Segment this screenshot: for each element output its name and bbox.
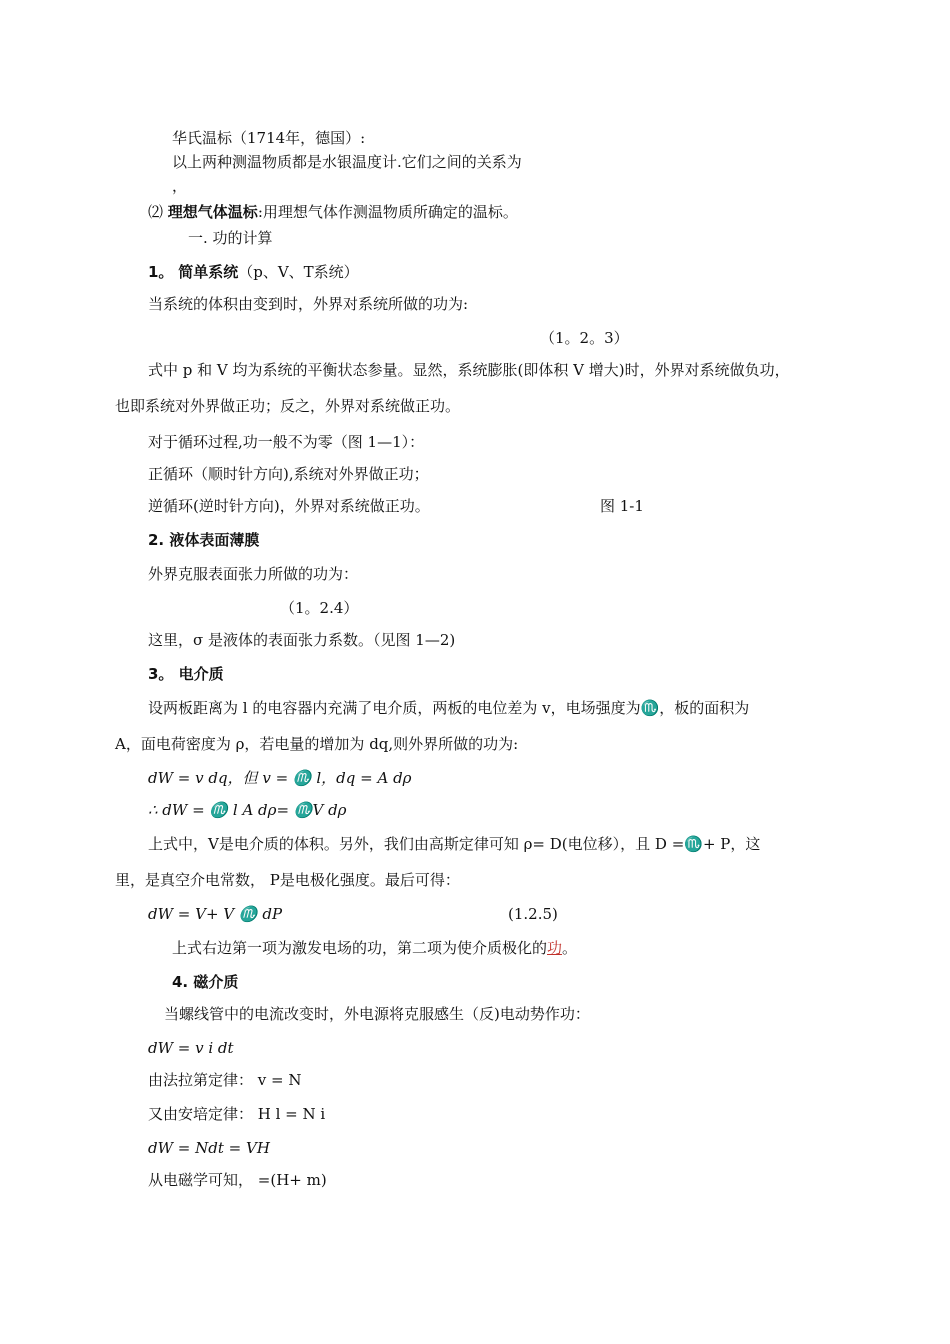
text-line: 对于循环过程,功一般不为零（图 1—1）： bbox=[148, 433, 425, 451]
text-line: A，面电荷密度为 ρ，若电量的增加为 dq,则外界所做的功为: bbox=[115, 735, 519, 753]
text-line: 由法拉第定律： v = N bbox=[148, 1071, 302, 1089]
text-line: 当螺线管中的电流改变时，外电源将克服感生（反)电动势作功： bbox=[164, 1005, 590, 1023]
formula-line: dW = v i dt bbox=[148, 1039, 234, 1057]
subsection-heading: 4. 磁介质 bbox=[172, 973, 239, 991]
formula-line: dW = V+ V ♏ dP bbox=[148, 905, 283, 923]
equation-number: (1.2.5) bbox=[508, 905, 558, 923]
text-line: 也即系统对外界做正功；反之，外界对系统做正功。 bbox=[115, 397, 461, 415]
text-run: 上式右边第一项为激发电场的功，第二项为使介质极化的 bbox=[172, 939, 548, 957]
text-line: 设两板距离为 l 的电容器内充满了电介质，两板的电位差为 v，电场强度为♏，板的面积为 bbox=[148, 699, 750, 717]
bold-term: 简单系统 bbox=[178, 263, 239, 281]
text-line bbox=[148, 202, 518, 222]
equation-number: （1。2。3） bbox=[540, 329, 629, 347]
text-line: 式中 p 和 V 均为系统的平衡状态参量。显然，系统膨胀(即体积 V 增大)时，外界对系统做负功， bbox=[148, 361, 790, 379]
section-heading: 一. 功的计算 bbox=[188, 229, 273, 247]
text-line: 又由安培定律： H l = N i bbox=[148, 1105, 326, 1123]
list-number: ⑵ bbox=[148, 203, 164, 221]
subsection-heading: 3。 电介质 bbox=[148, 665, 224, 683]
formula-line: ∴ dW = ♏ l A dρ= ♏V dρ bbox=[148, 801, 347, 819]
figure-label: 图 1-1 bbox=[600, 497, 644, 515]
text-line: 正循环（顺时针方向),系统对外界做正功； bbox=[148, 465, 429, 483]
text-line: 上式中，V是电介质的体积。另外，我们由高斯定律可知 ρ= D(电位移），且 D =♏+ P，这 bbox=[148, 835, 761, 853]
highlighted-word: 功 bbox=[547, 939, 563, 957]
text-run: 。 bbox=[562, 939, 578, 957]
text-line bbox=[172, 938, 577, 958]
text-run: :用理想气体作测温物质所确定的温标。 bbox=[257, 203, 518, 221]
bold-term: 理想气体温标 bbox=[167, 203, 258, 221]
equation-number: （1。2.4） bbox=[280, 599, 359, 617]
list-number: 1。 bbox=[148, 263, 174, 281]
text-line: 这里，σ 是液体的表面张力系数。（见图 1—2) bbox=[148, 631, 456, 649]
text-line: 外界克服表面张力所做的功为： bbox=[148, 565, 359, 583]
text-line: 华氏温标（1714年，德国）: bbox=[172, 129, 366, 147]
formula-line: dW = Ndt = VH bbox=[148, 1139, 270, 1157]
subsection-heading: 2. 液体表面薄膜 bbox=[148, 531, 260, 549]
text-line: 以上两种测温物质都是水银温度计.它们之间的关系为 bbox=[172, 153, 522, 171]
formula-line: dW = v dq，但 v = ♏ l，dq = A dρ bbox=[148, 769, 412, 787]
text-line: 逆循环(逆时针方向)，外界对系统做正功。 bbox=[148, 497, 430, 515]
text-line: 从电磁学可知， =(H+ m) bbox=[148, 1171, 327, 1189]
subsection-heading bbox=[148, 262, 359, 282]
text-line: 当系统的体积由变到时，外界对系统所做的功为: bbox=[148, 295, 469, 313]
text-line: 里，是真空介电常数， P是电极化强度。最后可得： bbox=[115, 871, 460, 889]
text-line: ， bbox=[172, 177, 188, 195]
text-run: （p、V、T系统） bbox=[238, 263, 359, 281]
